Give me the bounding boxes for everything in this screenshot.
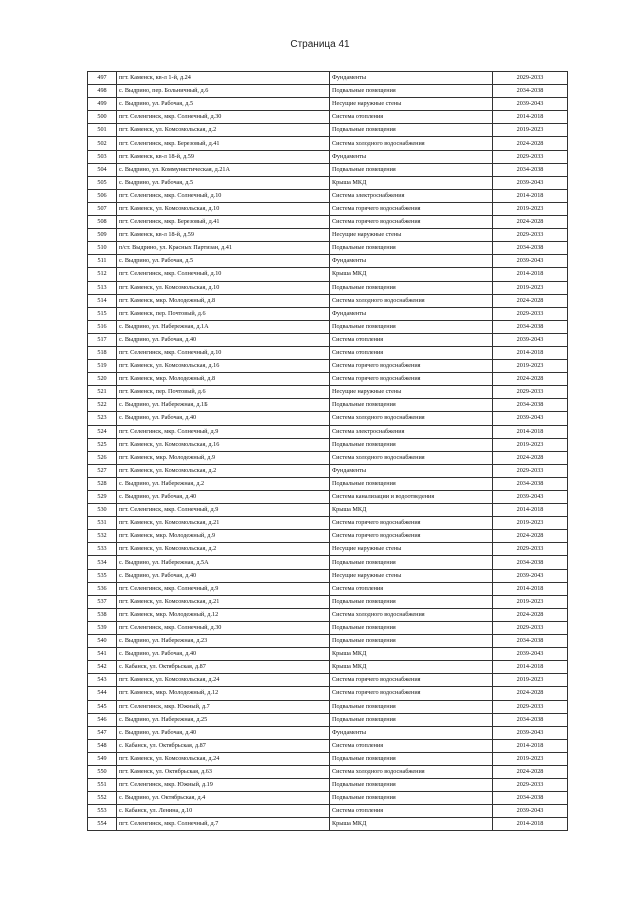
row-number: 552 [88, 792, 117, 805]
work-type-cell: Система электроснабжения [330, 189, 493, 202]
period-cell: 2014-2018 [493, 818, 568, 831]
table-row [88, 150, 568, 163]
table-row [88, 307, 568, 320]
table-row [88, 635, 568, 648]
table-row [88, 805, 568, 818]
period-cell: 2014-2018 [493, 346, 568, 359]
address-cell: с. Выдрино, ул. Рабочая, д.40 [117, 648, 330, 661]
work-type-cell: Система канализации и водоотведения [330, 491, 493, 504]
address-cell: пгт. Селенгинск, мкр. Южный, д.7 [117, 700, 330, 713]
row-number: 532 [88, 530, 117, 543]
work-type-cell: Подвальные помещения [330, 124, 493, 137]
row-number: 528 [88, 477, 117, 490]
period-cell: 2019-2023 [493, 752, 568, 765]
address-cell: с. Кабанск, ул. Октябрьская, д.87 [117, 739, 330, 752]
row-number: 534 [88, 556, 117, 569]
period-cell: 2024-2028 [493, 608, 568, 621]
table-row [88, 216, 568, 229]
work-type-cell: Система отопления [330, 582, 493, 595]
period-cell: 2024-2028 [493, 687, 568, 700]
period-cell: 2039-2043 [493, 648, 568, 661]
period-cell: 2024-2028 [493, 530, 568, 543]
address-cell: пгт. Каменск, ул. Комсомольская, д.24 [117, 674, 330, 687]
address-cell: пгт. Каменск, ул. Комсомольская, д.10 [117, 202, 330, 215]
row-number: 537 [88, 595, 117, 608]
address-cell: с. Выдрино, ул. Рабочая, д.40 [117, 333, 330, 346]
row-number: 543 [88, 674, 117, 687]
work-type-cell: Фундаменты [330, 726, 493, 739]
work-type-cell: Подвальные помещения [330, 595, 493, 608]
table-row [88, 648, 568, 661]
table-row [88, 818, 568, 831]
row-number: 530 [88, 504, 117, 517]
row-number: 507 [88, 202, 117, 215]
work-type-cell: Подвальные помещения [330, 85, 493, 98]
row-number: 547 [88, 726, 117, 739]
period-cell: 2029-2033 [493, 779, 568, 792]
table-row [88, 98, 568, 111]
row-number: 536 [88, 582, 117, 595]
table-row [88, 556, 568, 569]
row-number: 518 [88, 346, 117, 359]
row-number: 524 [88, 425, 117, 438]
row-number: 526 [88, 451, 117, 464]
address-cell: пгт. Селенгинск, мкр. Южный, д.19 [117, 779, 330, 792]
work-type-cell: Крыша МКД [330, 661, 493, 674]
address-cell: с. Выдрино, ул. Набережная, д.25 [117, 713, 330, 726]
table-row [88, 294, 568, 307]
period-cell: 2039-2043 [493, 726, 568, 739]
address-cell: с. Выдрино, пер. Больничный, д.6 [117, 85, 330, 98]
row-number: 506 [88, 189, 117, 202]
work-type-cell: Система отопления [330, 739, 493, 752]
period-cell: 2034-2038 [493, 85, 568, 98]
work-type-cell: Несущие наружные стены [330, 569, 493, 582]
work-type-cell: Крыша МКД [330, 268, 493, 281]
row-number: 529 [88, 491, 117, 504]
table-row [88, 504, 568, 517]
address-cell: пгт. Каменск, кв-л 18-й, д.59 [117, 229, 330, 242]
period-cell: 2024-2028 [493, 137, 568, 150]
row-number: 514 [88, 294, 117, 307]
table-row [88, 713, 568, 726]
row-number: 538 [88, 608, 117, 621]
address-cell: пгт. Каменск, мкр. Молодежный, д.12 [117, 687, 330, 700]
address-cell: пгт. Селенгинск, мкр. Солнечный, д.10 [117, 346, 330, 359]
work-type-cell: Система электроснабжения [330, 425, 493, 438]
period-cell: 2039-2043 [493, 98, 568, 111]
period-cell: 2029-2033 [493, 150, 568, 163]
table-row [88, 608, 568, 621]
address-cell: пгт. Селенгинск, мкр. Солнечный, д.7 [117, 818, 330, 831]
address-cell: с. Выдрино, ул. Набережная, д.5А [117, 556, 330, 569]
work-type-cell: Система холодного водоснабжения [330, 294, 493, 307]
work-type-cell: Система горячего водоснабжения [330, 202, 493, 215]
work-type-cell: Фундаменты [330, 464, 493, 477]
address-cell: пгт. Каменск, ул. Комсомольская, д.10 [117, 281, 330, 294]
work-type-cell: Крыша МКД [330, 176, 493, 189]
row-number: 505 [88, 176, 117, 189]
table-row [88, 386, 568, 399]
row-number: 527 [88, 464, 117, 477]
period-cell: 2034-2038 [493, 713, 568, 726]
row-number: 510 [88, 242, 117, 255]
row-number: 501 [88, 124, 117, 137]
work-type-cell: Несущие наружные стены [330, 229, 493, 242]
work-type-cell: Подвальные помещения [330, 556, 493, 569]
period-cell: 2014-2018 [493, 582, 568, 595]
table-row [88, 333, 568, 346]
address-cell: пгт. Каменск, мкр. Молодежный, д.8 [117, 373, 330, 386]
period-cell: 2029-2033 [493, 543, 568, 556]
address-cell: пгт. Каменск, ул. Комсомольская, д.24 [117, 752, 330, 765]
period-cell: 2019-2023 [493, 674, 568, 687]
work-type-cell: Система холодного водоснабжения [330, 608, 493, 621]
row-number: 546 [88, 713, 117, 726]
row-number: 553 [88, 805, 117, 818]
work-type-cell: Подвальные помещения [330, 713, 493, 726]
table-row [88, 674, 568, 687]
work-type-cell: Фундаменты [330, 150, 493, 163]
work-type-cell: Система горячего водоснабжения [330, 674, 493, 687]
table-row [88, 412, 568, 425]
work-type-cell: Подвальные помещения [330, 320, 493, 333]
table-row [88, 661, 568, 674]
row-number: 522 [88, 399, 117, 412]
address-cell: с. Выдрино, ул. Коммунистическая, д.21А [117, 163, 330, 176]
work-type-cell: Система отопления [330, 346, 493, 359]
period-cell: 2034-2038 [493, 163, 568, 176]
work-type-cell: Система горячего водоснабжения [330, 216, 493, 229]
address-cell: с. Выдрино, ул. Набережная, д.1Б [117, 399, 330, 412]
period-cell: 2034-2038 [493, 792, 568, 805]
work-type-cell: Крыша МКД [330, 504, 493, 517]
table-row [88, 765, 568, 778]
period-cell: 2029-2033 [493, 72, 568, 85]
work-type-cell: Несущие наружные стены [330, 543, 493, 556]
address-cell: с. Выдрино, ул. Набережная, д.2 [117, 477, 330, 490]
work-type-cell: Подвальные помещения [330, 242, 493, 255]
work-type-cell: Подвальные помещения [330, 621, 493, 634]
table-row [88, 491, 568, 504]
period-cell: 2039-2043 [493, 333, 568, 346]
table-row [88, 85, 568, 98]
period-cell: 2019-2023 [493, 438, 568, 451]
row-number: 517 [88, 333, 117, 346]
period-cell: 2014-2018 [493, 425, 568, 438]
work-type-cell: Система отопления [330, 333, 493, 346]
work-type-cell: Система горячего водоснабжения [330, 360, 493, 373]
table-row [88, 399, 568, 412]
table-row [88, 530, 568, 543]
period-cell: 2014-2018 [493, 189, 568, 202]
table-row [88, 281, 568, 294]
row-number: 540 [88, 635, 117, 648]
address-cell: пгт. Каменск, ул. Комсомольская, д.16 [117, 438, 330, 451]
period-cell: 2034-2038 [493, 320, 568, 333]
row-number: 521 [88, 386, 117, 399]
work-type-cell: Крыша МКД [330, 818, 493, 831]
period-cell: 2014-2018 [493, 504, 568, 517]
address-cell: с. Выдрино, ул. Рабочая, д.40 [117, 412, 330, 425]
row-number: 516 [88, 320, 117, 333]
address-cell: пгт. Каменск, ул. Октябрьская, д.63 [117, 765, 330, 778]
address-cell: с. Выдрино, ул. Рабочая, д.40 [117, 569, 330, 582]
address-cell: пгт. Селенгинск, мкр. Солнечный, д.10 [117, 189, 330, 202]
work-type-cell: Система холодного водоснабжения [330, 765, 493, 778]
work-type-cell: Система горячего водоснабжения [330, 687, 493, 700]
address-cell: пгт. Селенгинск, мкр. Березовый, д.41 [117, 216, 330, 229]
table-row [88, 792, 568, 805]
work-type-cell: Подвальные помещения [330, 700, 493, 713]
period-cell: 2019-2023 [493, 595, 568, 608]
work-type-cell: Подвальные помещения [330, 792, 493, 805]
address-cell: пгт. Каменск, ул. Комсомольская, д.2 [117, 124, 330, 137]
table-row [88, 779, 568, 792]
table-row [88, 137, 568, 150]
address-cell: пгт. Селенгинск, мкр. Солнечный, д.10 [117, 268, 330, 281]
address-cell: п/ст. Выдрино, ул. Красных Партизан, д.41 [117, 242, 330, 255]
table-row [88, 582, 568, 595]
table-row [88, 229, 568, 242]
table-row [88, 425, 568, 438]
row-number: 513 [88, 281, 117, 294]
table-row [88, 752, 568, 765]
table-row [88, 320, 568, 333]
address-cell: пгт. Каменск, ул. Комсомольская, д.2 [117, 464, 330, 477]
row-number: 544 [88, 687, 117, 700]
period-cell: 2039-2043 [493, 255, 568, 268]
table-row [88, 176, 568, 189]
table-row [88, 373, 568, 386]
table-row [88, 687, 568, 700]
row-number: 535 [88, 569, 117, 582]
table-row [88, 569, 568, 582]
address-cell: пгт. Каменск, мкр. Молодежный, д.8 [117, 294, 330, 307]
row-number: 545 [88, 700, 117, 713]
period-cell: 2014-2018 [493, 111, 568, 124]
address-cell: пгт. Каменск, ул. Комсомольская, д.16 [117, 360, 330, 373]
period-cell: 2034-2038 [493, 242, 568, 255]
address-cell: пгт. Каменск, ул. Комсомольская, д.2 [117, 543, 330, 556]
period-cell: 2024-2028 [493, 765, 568, 778]
row-number: 531 [88, 517, 117, 530]
row-number: 500 [88, 111, 117, 124]
row-number: 502 [88, 137, 117, 150]
period-cell: 2029-2033 [493, 621, 568, 634]
table-body [88, 72, 568, 831]
row-number: 497 [88, 72, 117, 85]
page-header: Страница 41 [290, 39, 350, 50]
address-cell: пгт. Селенгинск, мкр. Березовый, д.41 [117, 137, 330, 150]
period-cell: 2029-2033 [493, 386, 568, 399]
work-type-cell: Система отопления [330, 805, 493, 818]
work-type-cell: Крыша МКД [330, 648, 493, 661]
address-cell: пгт. Каменск, ул. Комсомольская, д.21 [117, 517, 330, 530]
work-type-cell: Фундаменты [330, 72, 493, 85]
period-cell: 2024-2028 [493, 373, 568, 386]
table-row [88, 700, 568, 713]
period-cell: 2039-2043 [493, 412, 568, 425]
period-cell: 2024-2028 [493, 451, 568, 464]
address-cell: с. Выдрино, ул. Октябрьская, д.4 [117, 792, 330, 805]
period-cell: 2034-2038 [493, 477, 568, 490]
period-cell: 2019-2023 [493, 360, 568, 373]
period-cell: 2014-2018 [493, 661, 568, 674]
row-number: 549 [88, 752, 117, 765]
work-type-cell: Система горячего водоснабжения [330, 517, 493, 530]
table-row [88, 346, 568, 359]
work-type-cell: Несущие наружные стены [330, 98, 493, 111]
address-cell: пгт. Селенгинск, мкр. Солнечный, д.30 [117, 111, 330, 124]
period-cell: 2029-2033 [493, 307, 568, 320]
period-cell: 2019-2023 [493, 517, 568, 530]
period-cell: 2019-2023 [493, 202, 568, 215]
row-number: 499 [88, 98, 117, 111]
period-cell: 2019-2023 [493, 281, 568, 294]
address-cell: с. Выдрино, ул. Набережная, д.1А [117, 320, 330, 333]
row-number: 548 [88, 739, 117, 752]
work-type-cell: Подвальные помещения [330, 438, 493, 451]
repair-schedule-table [87, 71, 568, 831]
period-cell: 2019-2023 [493, 124, 568, 137]
address-cell: с. Кабанск, ул. Октябрьская, д.87 [117, 661, 330, 674]
table-row [88, 268, 568, 281]
work-type-cell: Система горячего водоснабжения [330, 373, 493, 386]
period-cell: 2034-2038 [493, 635, 568, 648]
address-cell: пгт. Каменск, мкр. Молодежный, д.9 [117, 451, 330, 464]
table-row [88, 360, 568, 373]
table-row [88, 517, 568, 530]
row-number: 541 [88, 648, 117, 661]
table-row [88, 621, 568, 634]
work-type-cell: Подвальные помещения [330, 752, 493, 765]
address-cell: с. Выдрино, ул. Рабочая, д.5 [117, 98, 330, 111]
table-row [88, 726, 568, 739]
table-row [88, 72, 568, 85]
table-row [88, 451, 568, 464]
work-type-cell: Подвальные помещения [330, 779, 493, 792]
table-row [88, 202, 568, 215]
address-cell: с. Выдрино, ул. Рабочая, д.5 [117, 176, 330, 189]
row-number: 508 [88, 216, 117, 229]
row-number: 509 [88, 229, 117, 242]
row-number: 504 [88, 163, 117, 176]
row-number: 520 [88, 373, 117, 386]
address-cell: пгт. Каменск, пер. Почтовый, д.6 [117, 386, 330, 399]
period-cell: 2039-2043 [493, 569, 568, 582]
work-type-cell: Подвальные помещения [330, 399, 493, 412]
address-cell: пгт. Каменск, ул. Комсомольская, д.21 [117, 595, 330, 608]
table-row [88, 595, 568, 608]
row-number: 554 [88, 818, 117, 831]
address-cell: пгт. Каменск, мкр. Молодежный, д.12 [117, 608, 330, 621]
table-row [88, 163, 568, 176]
work-type-cell: Несущие наружные стены [330, 386, 493, 399]
table-row [88, 255, 568, 268]
period-cell: 2024-2028 [493, 216, 568, 229]
row-number: 511 [88, 255, 117, 268]
row-number: 515 [88, 307, 117, 320]
address-cell: с. Выдрино, ул. Рабочая, д.40 [117, 491, 330, 504]
row-number: 551 [88, 779, 117, 792]
work-type-cell: Система холодного водоснабжения [330, 412, 493, 425]
period-cell: 2039-2043 [493, 805, 568, 818]
row-number: 550 [88, 765, 117, 778]
address-cell: пгт. Каменск, мкр. Молодежный, д.9 [117, 530, 330, 543]
work-type-cell: Система холодного водоснабжения [330, 451, 493, 464]
period-cell: 2014-2018 [493, 739, 568, 752]
address-cell: с. Выдрино, ул. Рабочая, д.40 [117, 726, 330, 739]
table-row [88, 438, 568, 451]
work-type-cell: Подвальные помещения [330, 635, 493, 648]
row-number: 533 [88, 543, 117, 556]
address-cell: пгт. Каменск, кв-л 1-й, д.24 [117, 72, 330, 85]
address-cell: пгт. Каменск, кв-л 18-й, д.59 [117, 150, 330, 163]
table-row [88, 242, 568, 255]
work-type-cell: Фундаменты [330, 307, 493, 320]
work-type-cell: Фундаменты [330, 255, 493, 268]
address-cell: пгт. Селенгинск, мкр. Солнечный, д.30 [117, 621, 330, 634]
work-type-cell: Подвальные помещения [330, 477, 493, 490]
table-row [88, 124, 568, 137]
address-cell: пгт. Селенгинск, мкр. Солнечный, д.9 [117, 504, 330, 517]
address-cell: пгт. Каменск, пер. Почтовый, д.6 [117, 307, 330, 320]
period-cell: 2024-2028 [493, 294, 568, 307]
address-cell: пгт. Селенгинск, мкр. Солнечный, д.9 [117, 582, 330, 595]
address-cell: с. Кабанск, ул. Ленина, д.10 [117, 805, 330, 818]
row-number: 542 [88, 661, 117, 674]
table-row [88, 477, 568, 490]
row-number: 519 [88, 360, 117, 373]
address-cell: пгт. Селенгинск, мкр. Солнечный, д.9 [117, 425, 330, 438]
row-number: 512 [88, 268, 117, 281]
row-number: 498 [88, 85, 117, 98]
address-cell: с. Выдрино, ул. Набережная, д.23 [117, 635, 330, 648]
row-number: 539 [88, 621, 117, 634]
period-cell: 2034-2038 [493, 556, 568, 569]
table-row [88, 543, 568, 556]
period-cell: 2014-2018 [493, 268, 568, 281]
period-cell: 2029-2033 [493, 700, 568, 713]
work-type-cell: Система отопления [330, 111, 493, 124]
table-row [88, 464, 568, 477]
row-number: 523 [88, 412, 117, 425]
work-type-cell: Система холодного водоснабжения [330, 137, 493, 150]
period-cell: 2039-2043 [493, 491, 568, 504]
period-cell: 2029-2033 [493, 229, 568, 242]
period-cell: 2034-2038 [493, 399, 568, 412]
row-number: 503 [88, 150, 117, 163]
table-row [88, 111, 568, 124]
address-cell: с. Выдрино, ул. Рабочая, д.5 [117, 255, 330, 268]
work-type-cell: Подвальные помещения [330, 163, 493, 176]
table-row [88, 739, 568, 752]
work-type-cell: Подвальные помещения [330, 281, 493, 294]
period-cell: 2029-2033 [493, 464, 568, 477]
table-row [88, 189, 568, 202]
work-type-cell: Система горячего водоснабжения [330, 530, 493, 543]
row-number: 525 [88, 438, 117, 451]
period-cell: 2039-2043 [493, 176, 568, 189]
